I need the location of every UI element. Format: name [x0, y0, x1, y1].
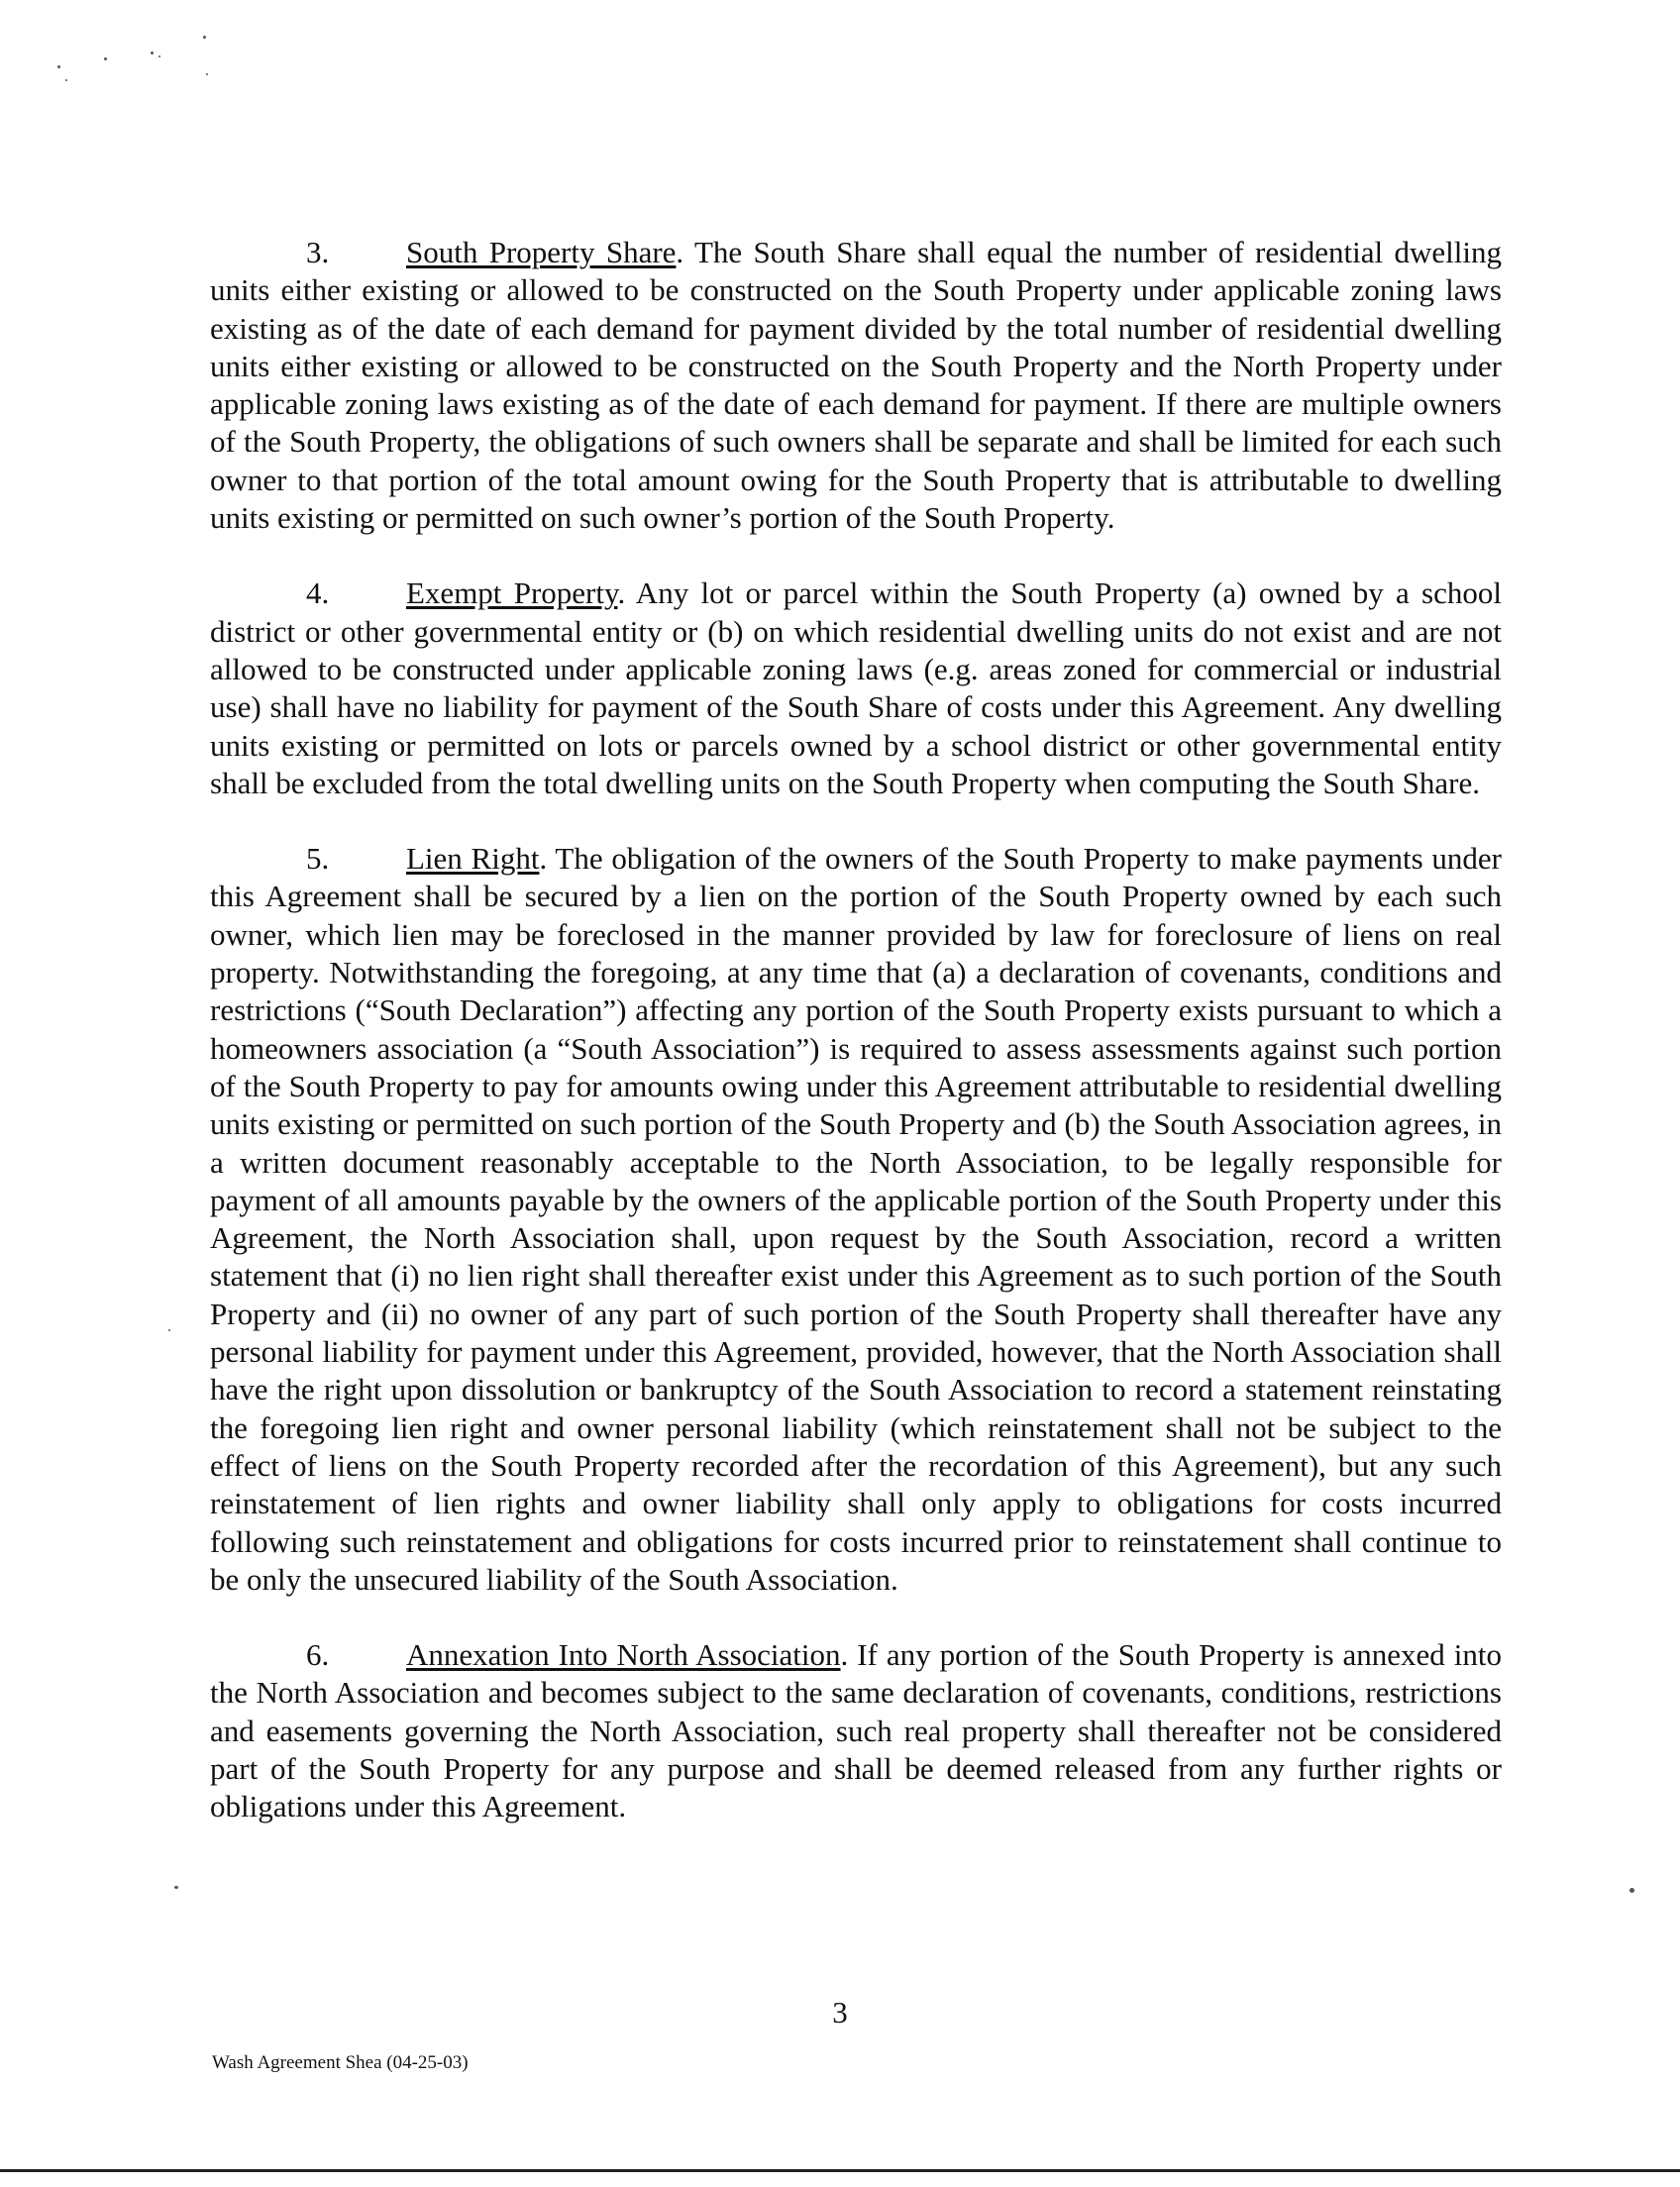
scan-speck — [104, 57, 107, 60]
scan-speck — [1629, 1888, 1634, 1893]
scan-speck — [174, 1886, 178, 1889]
scan-speck — [151, 52, 154, 54]
page-number: 3 — [832, 1995, 848, 2030]
scan-speck — [168, 1329, 170, 1331]
section-number: 6. — [306, 1637, 330, 1673]
section-heading: Annexation Into North Association — [406, 1637, 841, 1673]
section-text: . If any portion of the South Property is annexed into the North Association and becomes subject to the same declaration of covenants, conditions, restrictions and easements governing the North Association, such real property shall thereafter not be considered part of the South Property for any purpose and shall be deemed released from any further rights or obligations under this Agreement. — [210, 1637, 1502, 1824]
section-6 — [210, 1636, 1502, 1825]
bottom-divider — [0, 2169, 1680, 2172]
scan-speck — [206, 73, 208, 75]
section-number: 5. — [306, 841, 330, 877]
scan-speck — [203, 36, 206, 39]
scan-speck — [57, 65, 60, 68]
section-heading: Lien Right — [406, 841, 540, 877]
footer-document-reference: Wash Agreement Shea (04-25-03) — [212, 2052, 469, 2073]
section-3 — [210, 234, 1502, 537]
scan-speck — [65, 79, 67, 81]
section-4 — [210, 574, 1502, 802]
document-body — [210, 234, 1502, 1864]
section-text: . Any lot or parcel within the South Property (a) owned by a school district or other governmental entity or (b) on which residential dwelling units do not exist and are not allowed to be constructed under applicable zoning laws (e.g. areas zoned for commercial or industrial use) shall have no liability for payment of the South Share of costs under this Agreement. Any dwelling units existing or permitted on lots or parcels owned by a school district or other governmental entity shall be excluded from the total dwelling units on the South Property when computing the South Share. — [210, 575, 1502, 800]
section-heading: South Property Share — [406, 235, 677, 269]
section-number: 3. — [306, 235, 330, 269]
section-number: 4. — [306, 575, 330, 611]
scan-speck — [158, 55, 160, 57]
section-5 — [210, 840, 1502, 1599]
section-text: . The obligation of the owners of the South Property to make payments under this Agreement shall be secured by a lien on the portion of the South Property owned by each such owner, which lien may be foreclosed in the manner provided by law for foreclosure of liens on real property. Notwithstanding the foregoing, at any time that (a) a declaration of covenants, conditions and restrictions (“South Declaration”) affecting any portion of the South Property exists pursuant to which a homeowners association (a “South Association”) is required to assess assessments against such portion of the South Property to pay for amounts owing under this Agreement attributable to residential dwelling units existing or permitted on such portion of the South Property and (b) the South Association agrees, in a written document reasonably acceptable to the North Association, to be legally responsible for payment of all amounts payable by the owners of the applicable portion of the South Property under this Agreement, the North Association shall, upon request by the South Association, record a written statement that (i) no lien right shall thereafter exist under this Agreement as to such portion of the South Property and (ii) no owner of any part of such portion of the South Property shall thereafter have any personal liability for payment under this Agreement, provided, however, that the North Association shall have the right upon dissolution or bankruptcy of the South Association to record a statement reinstating the foregoing lien right and owner personal liability (which reinstatement shall not be subject to the effect of liens on the South Property recorded after the recordation of this Agreement), but any such reinstatement of lien rights and owner liability shall only apply to obligations for costs incurred following such reinstatement and obligations for costs incurred prior to reinstatement shall continue to be only the unsecured liability of the South Association. — [210, 841, 1502, 1597]
section-text: . The South Share shall equal the number of residential dwelling units either existing or allowed to be constructed on the South Property under applicable zoning laws existing as of the date of each demand for payment divided by the total number of residential dwelling units either existing or allowed to be constructed on the South Property and the North Property under applicable zoning laws existing as of the date of each demand for payment. If there are multiple owners of the South Property, the obligations of such owners shall be separate and shall be limited for each such owner to that portion of the total amount owing for the South Property that is attributable to dwelling units existing or permitted on such owner’s portion of the South Property. — [210, 235, 1502, 536]
section-heading: Exempt Property — [406, 575, 618, 611]
